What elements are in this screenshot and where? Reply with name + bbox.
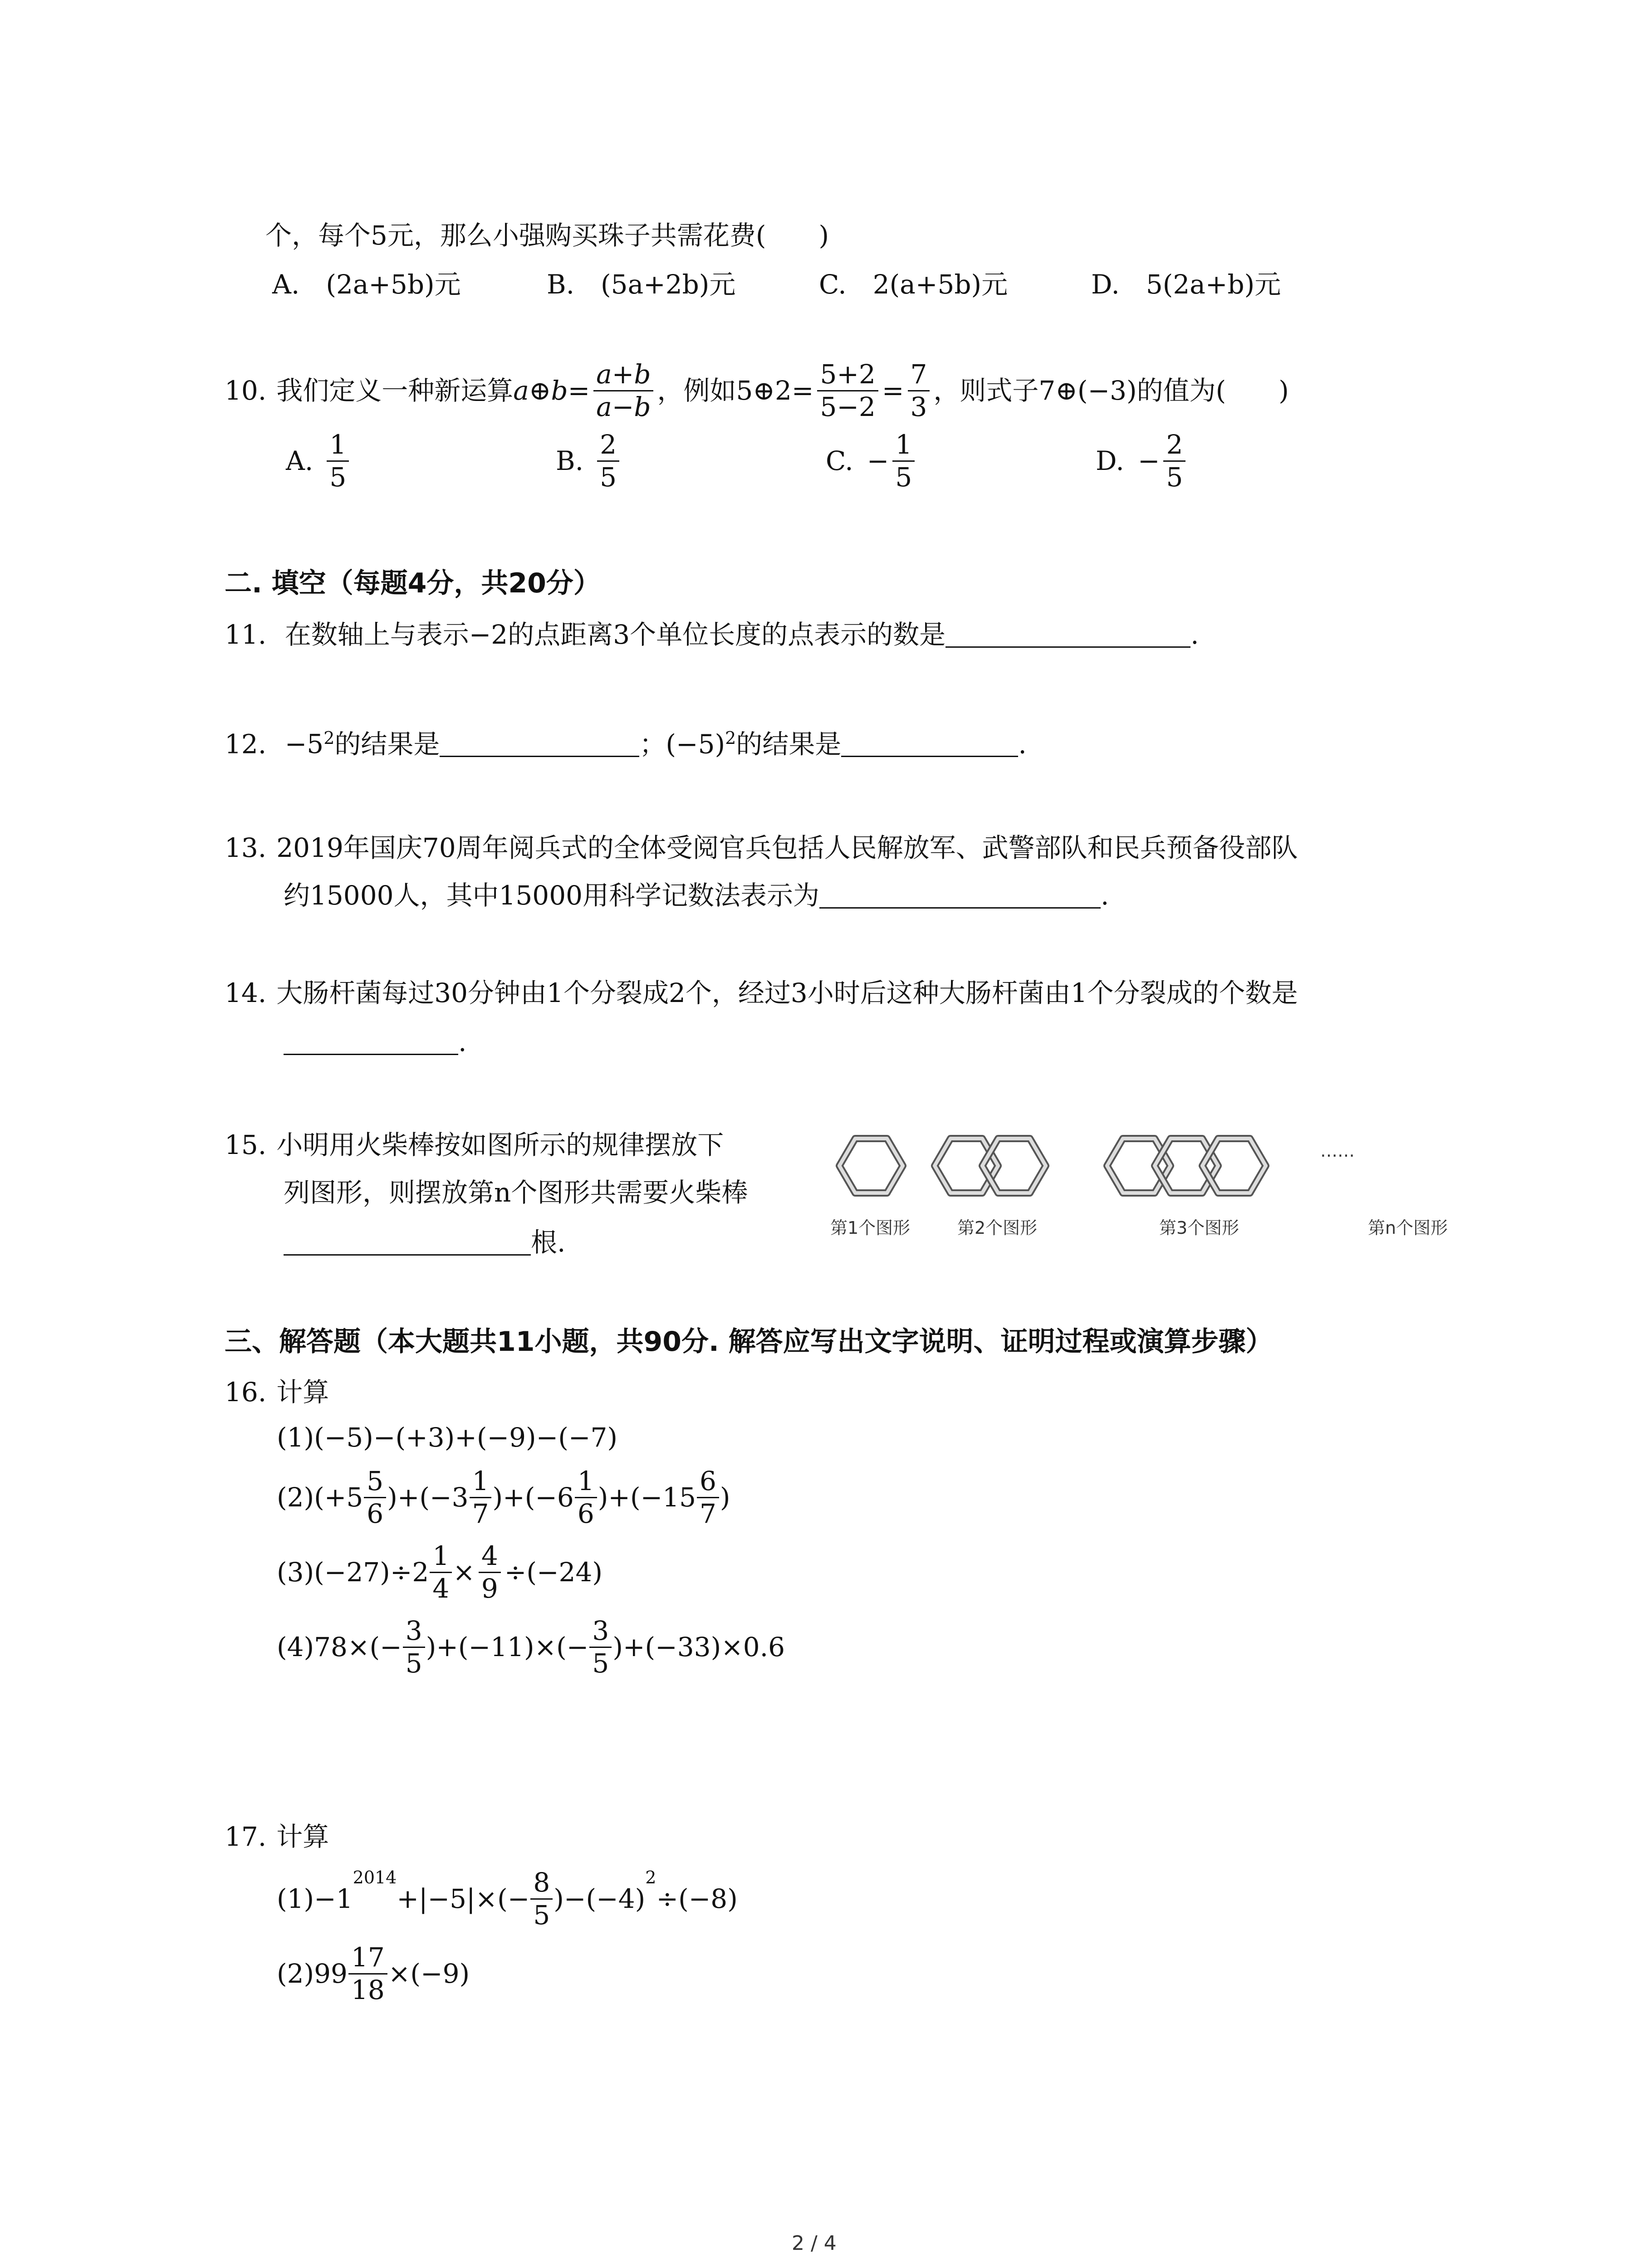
q10-def-fraction: $\frac{a+b}{a-b}$ <box>593 361 653 421</box>
ellipsis: …… <box>1320 1141 1355 1161</box>
section-heading-fill-in: 二. 填空（每题4分，共20分） <box>225 567 601 599</box>
q9-option-c: C. 2(a+5b)元 <box>819 269 1008 300</box>
question-number: 17. <box>225 1821 267 1852</box>
q13-line1: 13. 2019年国庆70周年阅兵式的全体受阅官兵包括人民解放军、武警部队和民兵预备役部队 <box>225 832 1298 863</box>
q16-part1: (1)(−5)−(+3)+(−9)−(−7) <box>277 1422 617 1453</box>
answer-blank <box>284 1232 531 1256</box>
question-number: 10. <box>225 375 267 406</box>
q10-result-fraction: $\frac{7}{3}$ <box>908 361 930 421</box>
q15-line2: 列图形，则摆放第n个图形共需要火柴棒 <box>284 1177 748 1208</box>
q9-option-a: A. (2a+5b)元 <box>272 269 461 300</box>
q10-operator-def: a⊕b= <box>513 375 590 406</box>
answer-blank <box>945 624 1190 648</box>
q17-title: 17. 计算 <box>225 1821 329 1852</box>
q10-option-d: D. − $\frac{2}{5}$ <box>1096 431 1189 491</box>
figure-2-hexagons <box>935 1139 1046 1193</box>
q14-line1: 14. 大肠杆菌每过30分钟由1个分裂成2个，经过3小时后这种大肠杆菌由1个分裂成的个数是 <box>225 978 1298 1008</box>
q16-part3: (3)(−27)÷2 $\frac{1}{4}$ × $\frac{4}{9}$ ÷(−24) <box>277 1540 603 1604</box>
page-number: 2 / 4 <box>792 2232 837 2255</box>
question-number: 14. <box>225 978 267 1008</box>
q10-option-b: B. $\frac{2}{5}$ <box>556 431 623 491</box>
q15-line3: 根. <box>284 1229 565 1256</box>
figure-3-caption: 第3个图形 <box>1159 1218 1239 1238</box>
q16-part2: (2)(+5 $\frac{5}{6}$ )+(−3 $\frac{1}{7}$ )+(−6 $\frac{1}{6}$ )+(−15 $\frac{6}{7}$ ) <box>277 1466 730 1529</box>
figure-1-caption: 第1个图形 <box>830 1218 911 1238</box>
question-number: 15. <box>225 1129 267 1160</box>
question-number: 11. <box>225 619 267 650</box>
q10-stem <box>225 361 1289 421</box>
answer-blank <box>819 885 1101 909</box>
matchstick-hexagon-figure <box>826 1120 1461 1243</box>
q14-line2: . <box>284 1029 466 1055</box>
q13-line2: 约15000人，其中15000用科学记数法表示为 . <box>284 880 1109 911</box>
q10-example-text: ，例如5⊕2= <box>657 375 814 406</box>
answer-blank <box>841 733 1018 757</box>
answer-blank <box>284 1031 458 1055</box>
q9-stem-continued: 个，每个5元，那么小强购买珠子共需花费( ) <box>265 220 829 251</box>
q11: 11. 在数轴上与表示−2的点距离3个单位长度的点表示的数是 . <box>225 619 1199 650</box>
q10-example-fraction: $\frac{5+2}{5-2}$ <box>817 361 878 421</box>
figure-2-caption: 第2个图形 <box>957 1218 1038 1238</box>
q10-question-text: ，则式子7⊕(−3)的值为( ) <box>933 375 1289 406</box>
q10-intro-text: 我们定义一种新运算 <box>276 375 514 406</box>
equals-sign: = <box>882 375 904 406</box>
q12: 12. $-5^2$的结果是 ；$(-5)^2$的结果是 . <box>225 728 1027 760</box>
q9-option-d: D. 5(2a+b)元 <box>1091 269 1281 300</box>
figure-n-caption: 第n个图形 <box>1368 1218 1448 1238</box>
question-number: 13. <box>225 832 267 863</box>
q10-option-a: A. $\frac{1}{5}$ <box>286 431 353 491</box>
q11-text: 在数轴上与表示−2的点距离3个单位长度的点表示的数是 <box>284 619 946 650</box>
answer-blank <box>440 733 639 757</box>
q16-part4: (4)78×(− $\frac{3}{5}$ )+(−11)×(− $\frac{3}{5}$ )+(−33)×0.6 <box>277 1615 785 1679</box>
question-number: 12. <box>225 728 267 760</box>
q17-part2: (2)99 $\frac{17}{18}$ ×(−9) <box>277 1942 470 2005</box>
figure-1-hexagon <box>839 1139 903 1193</box>
q9-option-b: B. (5a+2b)元 <box>547 269 736 300</box>
q10-option-c: C. − $\frac{1}{5}$ <box>826 431 918 491</box>
q17-part1: (1)−1 $^{2014}$ +|−5|×(− $\frac{8}{5}$ )−(−4) $^2$ ÷(−8) <box>277 1867 738 1931</box>
question-number: 16. <box>225 1377 267 1408</box>
figure-3-hexagons <box>1107 1139 1266 1193</box>
section-heading-answers: 三、解答题（本大题共11小题，共90分. 解答应写出文字说明、证明过程或演算步骤） <box>225 1326 1273 1358</box>
q16-title: 16. 计算 <box>225 1377 329 1408</box>
q15-line1: 15. 小明用火柴棒按如图所示的规律摆放下 <box>225 1129 724 1160</box>
